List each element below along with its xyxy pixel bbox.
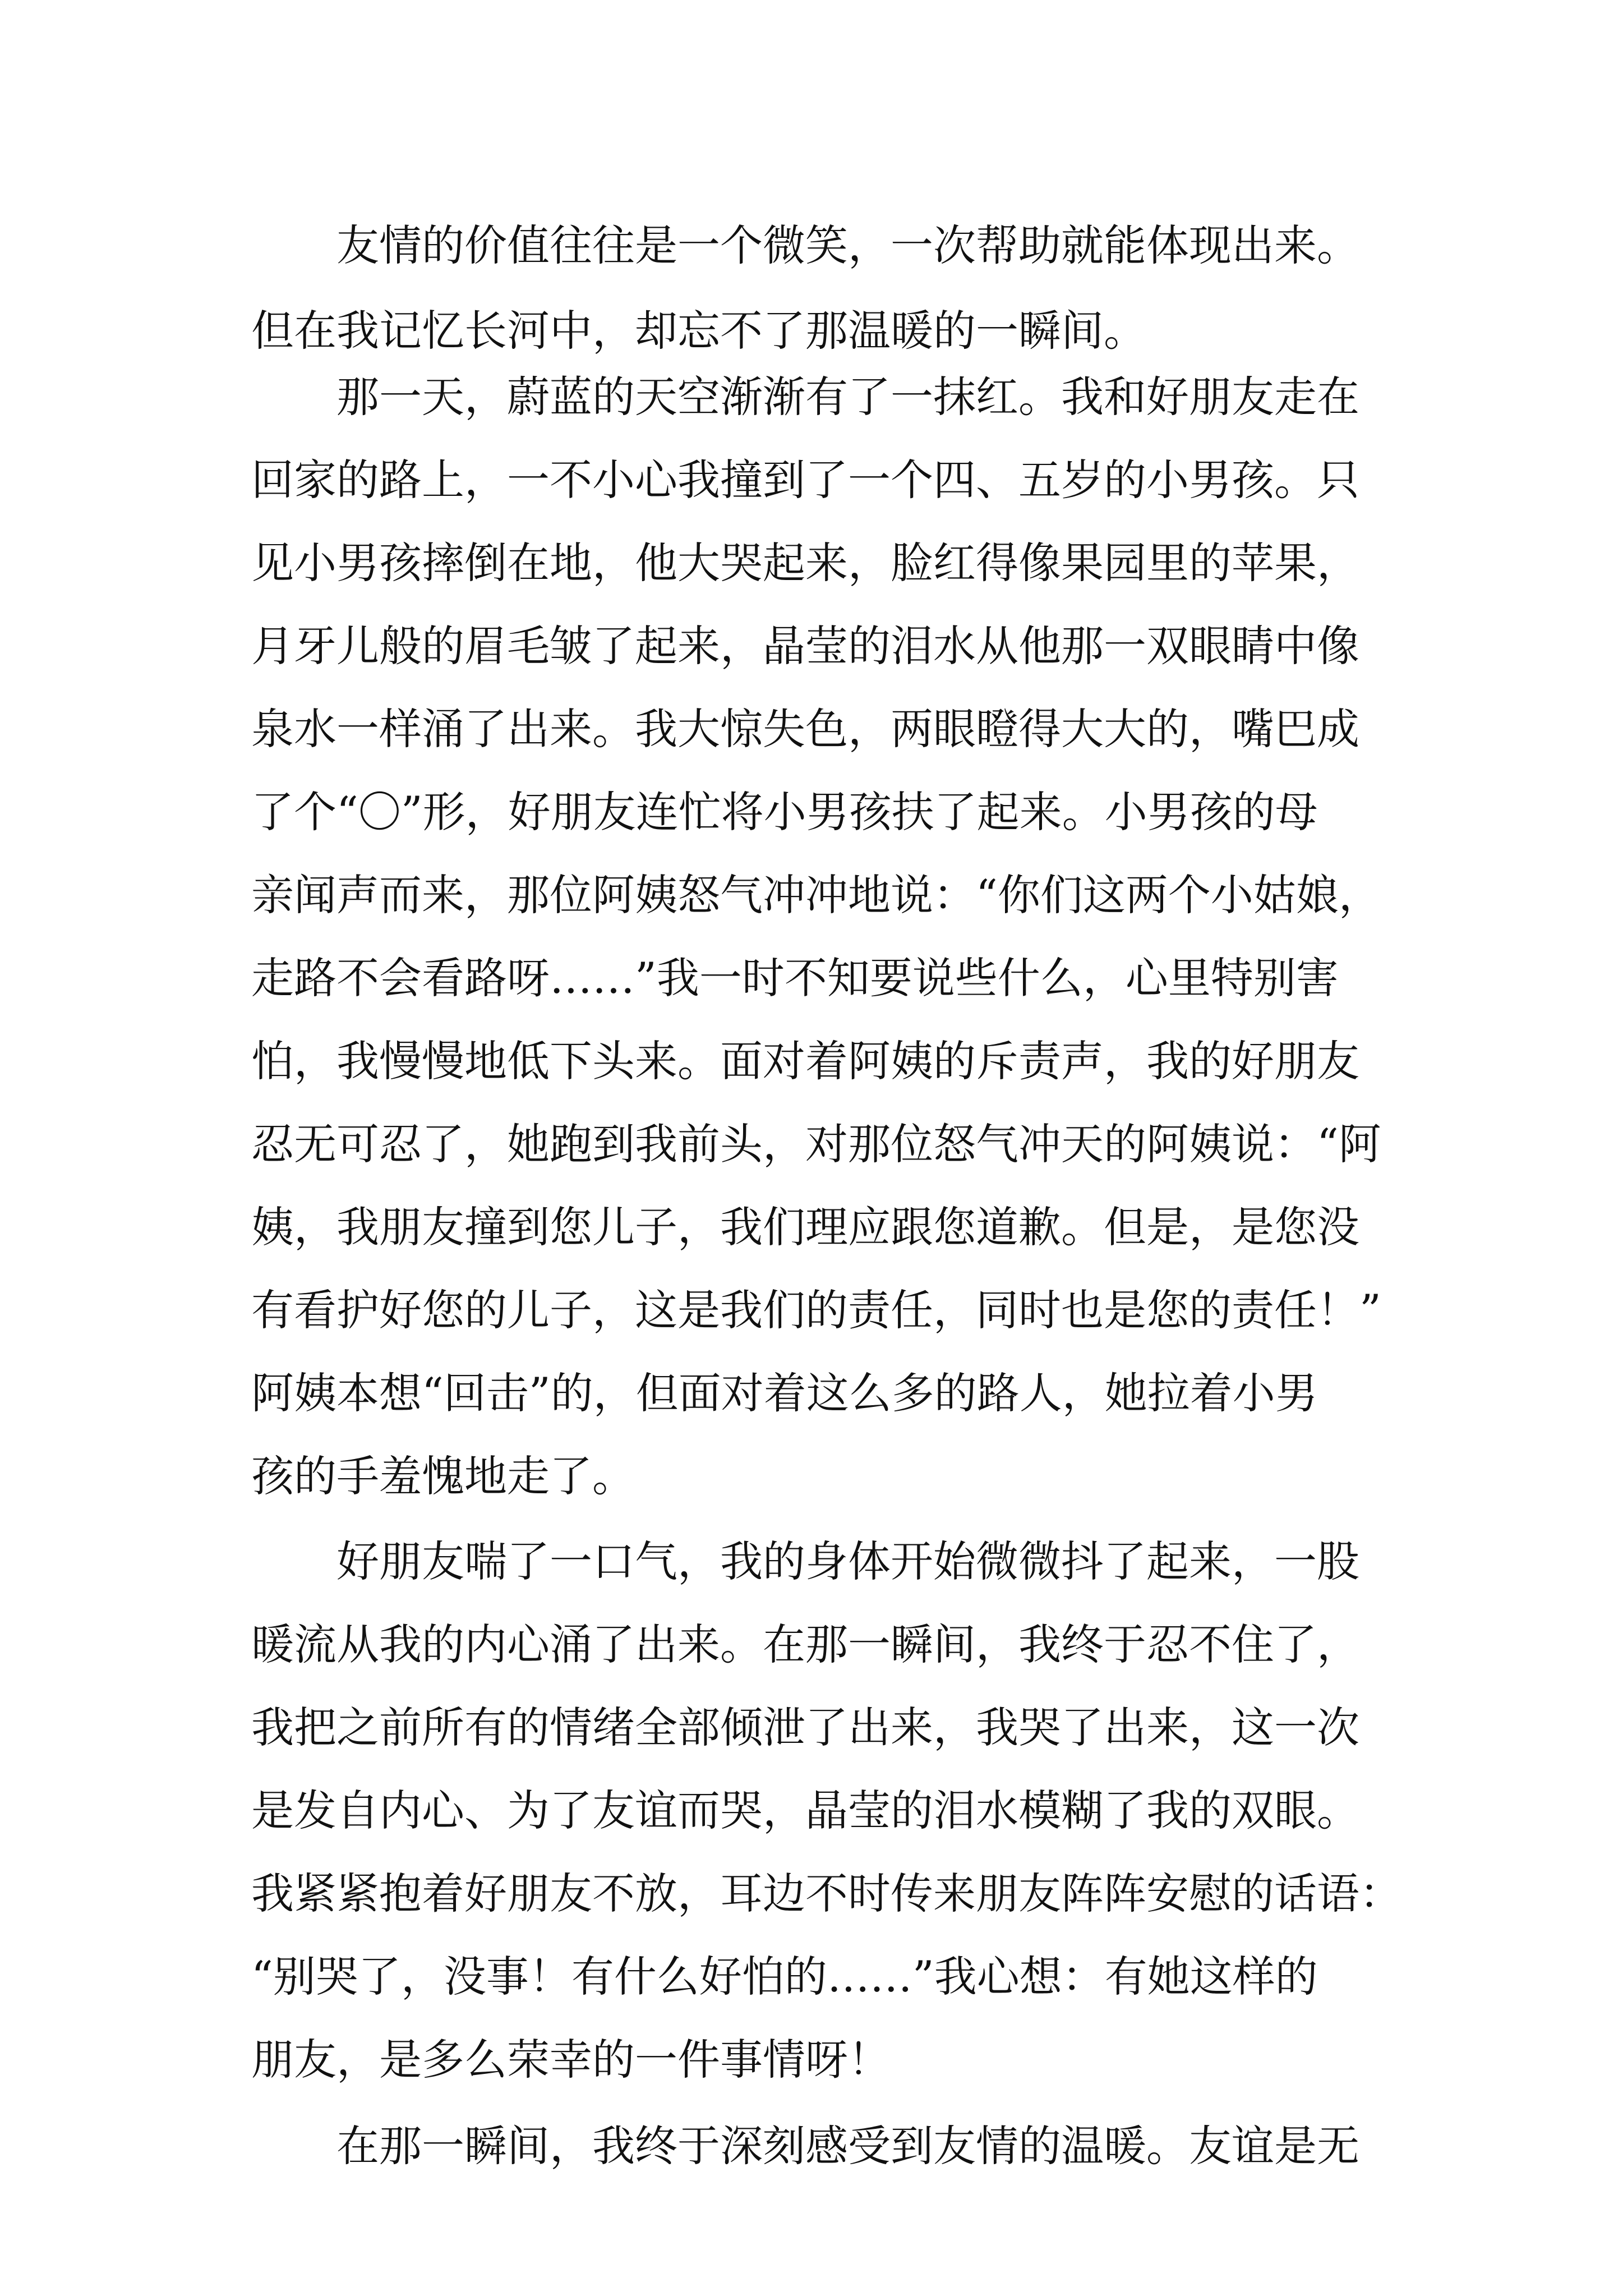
paragraph-2-line-9: 怕，我慢慢地低下头来。面对着阿姨的斥责声，我的好朋友 bbox=[251, 1036, 1359, 1086]
paragraph-1-line-2: 但在我记忆长河中，却忘不了那温暖的一瞬间。 bbox=[251, 306, 1146, 356]
paragraph-2-line-14: 孩的手羞愧地走了。 bbox=[251, 1451, 635, 1501]
paragraph-2-line-2: 回家的路上，一不小心我撞到了一个四、五岁的小男孩。只 bbox=[251, 455, 1359, 505]
paragraph-3-line-7: 朋友，是多么荣幸的一件事情呀！ bbox=[251, 2035, 891, 2085]
paragraph-2-line-11: 姨，我朋友撞到您儿子，我们理应跟您道歉。但是，是您没 bbox=[251, 1202, 1359, 1252]
paragraph-2-line-12: 有看护好您的儿子，这是我们的责任，同时也是您的责任！” bbox=[251, 1285, 1381, 1335]
paragraph-4-line-1: 在那一瞬间，我终于深刻感受到友情的温暖。友谊是无 bbox=[336, 2121, 1359, 2171]
paragraph-3-line-3: 我把之前所有的情绪全部倾泄了出来，我哭了出来，这一次 bbox=[251, 1703, 1359, 1752]
paragraph-2-line-13: 阿姨本想“回击”的，但面对着这么多的路人，她拉着小男 bbox=[251, 1368, 1318, 1418]
paragraph-2-line-5: 泉水一样涌了出来。我大惊失色，两眼瞪得大大的，嘴巴成 bbox=[251, 704, 1359, 754]
paragraph-3-line-6: “别哭了，没事！有什么好怕的……”我心想：有她这样的 bbox=[251, 1952, 1318, 2001]
paragraph-2-line-7: 亲闻声而来，那位阿姨怒气冲冲地说：“你们这两个小姑娘， bbox=[251, 870, 1381, 920]
paragraph-2-line-1: 那一天，蔚蓝的天空渐渐有了一抹红。我和好朋友走在 bbox=[336, 372, 1359, 422]
paragraph-3-line-4: 是发自内心、为了友谊而哭，晶莹的泪水模糊了我的双眼。 bbox=[251, 1786, 1359, 1835]
paragraph-3-line-2: 暖流从我的内心涌了出来。在那一瞬间，我终于忍不住了， bbox=[251, 1619, 1359, 1669]
paragraph-3-line-5: 我紧紧抱着好朋友不放，耳边不时传来朋友阵阵安慰的话语： bbox=[251, 1869, 1402, 1918]
paragraph-2-line-4: 月牙儿般的眉毛皱了起来，晶莹的泪水从他那一双眼睛中像 bbox=[251, 621, 1359, 671]
paragraph-2-line-6: 了个“〇”形，好朋友连忙将小男孩扶了起来。小男孩的母 bbox=[251, 787, 1318, 837]
paragraph-3-line-1: 好朋友喘了一口气，我的身体开始微微抖了起来，一股 bbox=[336, 1536, 1359, 1586]
paragraph-2-line-8: 走路不会看路呀……”我一时不知要说些什么，心里特别害 bbox=[251, 953, 1339, 1003]
paragraph-2-line-3: 见小男孩摔倒在地，他大哭起来，脸红得像果园里的苹果， bbox=[251, 538, 1359, 588]
paragraph-1-line-1: 友情的价值往往是一个微笑，一次帮助就能体现出来。 bbox=[336, 220, 1359, 270]
paragraph-2-line-10: 忍无可忍了，她跑到我前头，对那位怒气冲天的阿姨说：“阿 bbox=[251, 1119, 1381, 1169]
